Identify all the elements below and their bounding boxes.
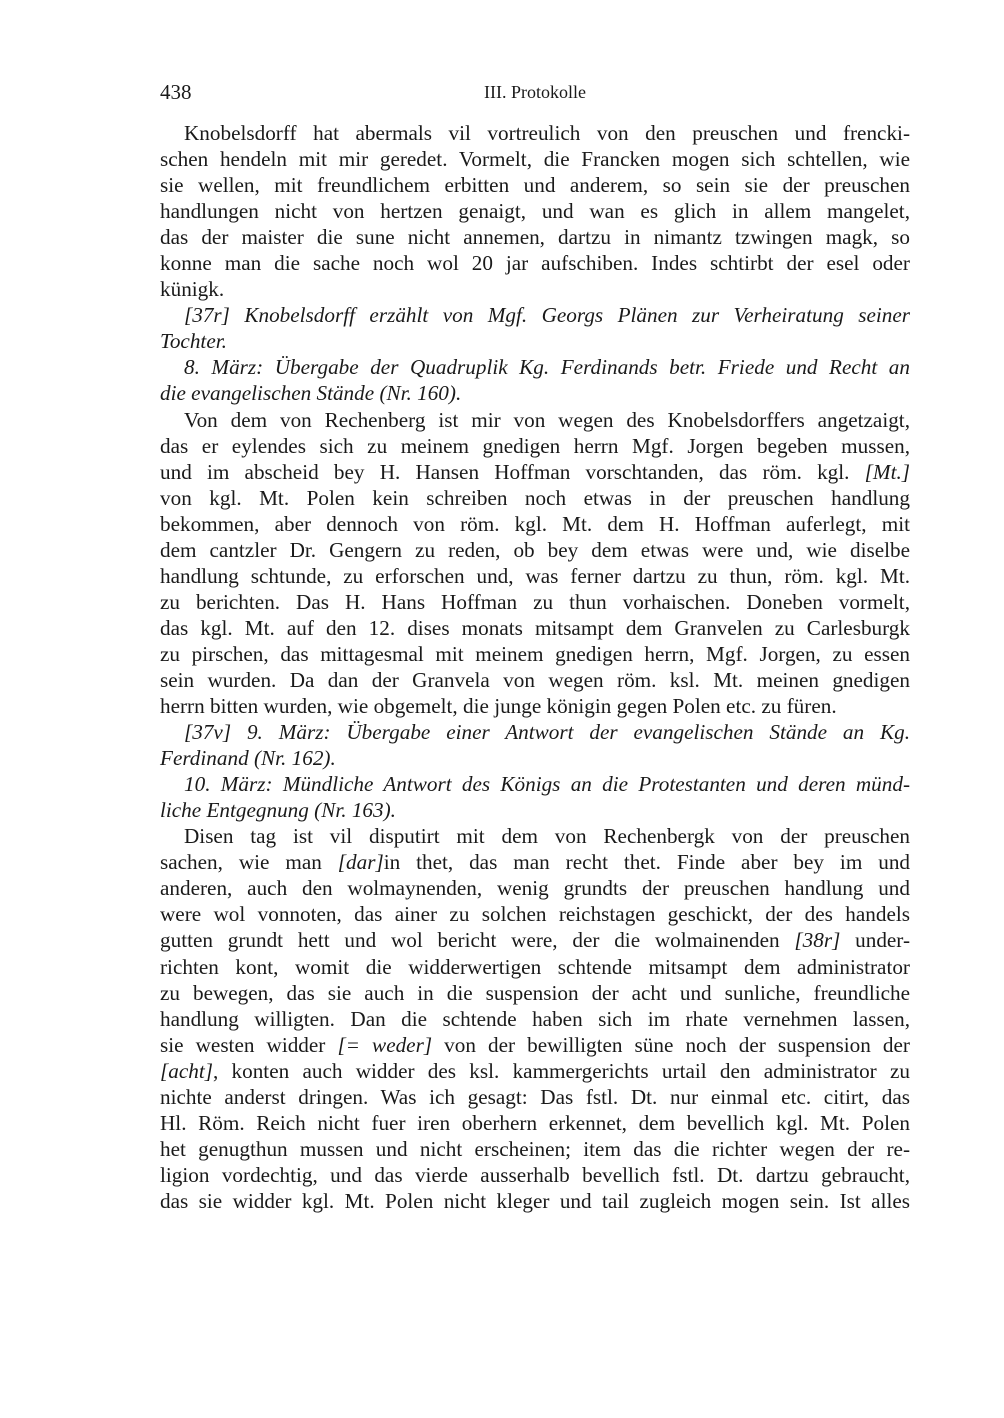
text-run: het genugthun mussen und nicht erscheinen; item das die richter wegen der re- bbox=[160, 1136, 910, 1161]
text-line bbox=[160, 927, 910, 953]
text-run: Disen tag ist vil disputirt mit dem von Rechenbergk von der preuschen bbox=[184, 824, 910, 849]
editorial-note bbox=[160, 302, 910, 354]
text-line bbox=[160, 1136, 910, 1162]
text-line bbox=[160, 719, 910, 745]
text-line bbox=[160, 224, 910, 250]
text-line bbox=[160, 615, 910, 641]
text-line bbox=[160, 146, 910, 172]
text-line bbox=[160, 980, 910, 1006]
text-run: künigk. bbox=[160, 277, 225, 302]
text-line bbox=[160, 745, 910, 771]
text-run: under- bbox=[840, 928, 910, 953]
text-run: das kgl. Mt. auf den 12. dises monats mitsampt dem Granvelen zu Carlesburgk bbox=[160, 615, 910, 640]
text-line bbox=[160, 459, 910, 485]
text-line bbox=[160, 433, 910, 459]
text-run: handlung schtunde, zu erforschen und, was ferner dartzu zu thun, röm. kgl. Mt. bbox=[160, 563, 910, 588]
text-run: zu pirschen, das mittagesmal mit meinem gnedigen herrn, Mgf. Jorgen, zu essen bbox=[160, 641, 910, 666]
text-line bbox=[160, 589, 910, 615]
text-line bbox=[160, 849, 910, 875]
text-run: herrn bitten wurden, wie obgemelt, die junge königin gegen Polen etc. zu füren. bbox=[160, 694, 837, 719]
text-run: schen hendeln mit mir geredet. Vormelt, die Francken mogen sich schtellen, wie bbox=[160, 147, 910, 172]
paragraph bbox=[160, 407, 910, 720]
running-head bbox=[160, 80, 910, 108]
text-run: Knobelsdorff hat abermals vil vortreulich von den preuschen und frencki- bbox=[184, 121, 910, 145]
text-line bbox=[160, 250, 910, 276]
text-run: zu bewegen, das sie auch in die suspension der acht und sunliche, freundliche bbox=[160, 980, 910, 1005]
text-run: richten kont, womit die widderwertigen schtende mitsampt dem administrator bbox=[160, 954, 910, 979]
text-line bbox=[160, 563, 910, 589]
italic-text: die evangelischen Stände (Nr. 160). bbox=[160, 381, 462, 406]
italic-text: [37v] 9. März: Übergabe einer Antwort der evangelischen Stände an Kg. bbox=[184, 720, 910, 745]
text-run: in thet, das man recht thet. Finde aber bey im und bbox=[383, 850, 911, 875]
text-line bbox=[160, 1162, 910, 1188]
text-line bbox=[160, 875, 910, 901]
paragraph bbox=[160, 120, 910, 302]
text-run: Von dem von Rechenberg ist mir von wegen des Knobelsdorffers angetzaigt, bbox=[184, 407, 910, 432]
italic-text: Ferdinand (Nr. 162). bbox=[160, 746, 336, 771]
text-line bbox=[160, 901, 910, 927]
text-line bbox=[160, 302, 910, 328]
text-line bbox=[160, 1032, 910, 1058]
text-run: von der bewilligten süne noch der suspension der bbox=[432, 1032, 910, 1057]
text-line bbox=[160, 693, 910, 719]
text-line bbox=[160, 667, 910, 693]
text-line bbox=[160, 1058, 910, 1084]
text-line bbox=[160, 485, 910, 511]
italic-text: Tochter. bbox=[160, 329, 227, 354]
italic-text: [acht] bbox=[160, 1058, 213, 1083]
editorial-note bbox=[160, 771, 910, 823]
running-title: III. Protokolle bbox=[484, 82, 586, 102]
text-run: nichte anderst dringen. Was ich gesagt: Das fstl. Dt. nur einmal etc. citirt, das bbox=[160, 1084, 910, 1109]
text-run: ligion vordechtig, und das vierde ausserhalb bevellich fstl. Dt. dartzu gebraucht, bbox=[160, 1162, 910, 1187]
italic-text: 8. März: Übergabe der Quadruplik Kg. Ferdinands betr. Friede und Recht an bbox=[184, 355, 910, 380]
text-line bbox=[160, 641, 910, 667]
body-text bbox=[160, 120, 910, 1214]
text-line bbox=[160, 354, 910, 380]
paragraph bbox=[160, 823, 910, 1214]
text-line bbox=[160, 380, 910, 406]
text-run: Hl. Röm. Reich nicht fuer iren oberhern erkennet, dem bevellich kgl. Mt. Polen bbox=[160, 1110, 910, 1135]
text-run: sie wellen, mit freundlichem erbitten und anderem, so sein sie der preuschen bbox=[160, 173, 910, 198]
editorial-note bbox=[160, 719, 910, 771]
text-line bbox=[160, 1110, 910, 1136]
text-line bbox=[160, 276, 910, 302]
italic-text: [Mt.] bbox=[864, 459, 910, 484]
text-line bbox=[160, 328, 910, 354]
text-run: von kgl. Mt. Polen kein schreiben noch etwas in der preuschen handlung bbox=[160, 485, 910, 510]
text-line bbox=[160, 198, 910, 224]
text-run: dem cantzler Dr. Gengern zu reden, ob bey dem etwas were und, wie diselbe bbox=[160, 537, 910, 562]
text-line bbox=[160, 1006, 910, 1032]
text-run: sie westen widder bbox=[160, 1032, 338, 1057]
text-run: das der maister die sune nicht annemen, dartzu in nimantz tzwingen magk, so bbox=[160, 225, 910, 250]
italic-text: liche Entgegnung (Nr. 163). bbox=[160, 798, 396, 823]
italic-text: [dar] bbox=[337, 850, 384, 875]
text-run: sachen, wie man bbox=[160, 850, 338, 875]
text-line bbox=[160, 1084, 910, 1110]
italic-text: [37r] Knobelsdorff erzählt von Mgf. Georgs Plänen zur Verheiratung seiner bbox=[184, 303, 910, 328]
text-line bbox=[160, 537, 910, 563]
text-run: handlung willigten. Dan die schtende haben sich im rhate vernehmen lassen, bbox=[160, 1006, 910, 1031]
text-line bbox=[160, 407, 910, 433]
text-line bbox=[160, 172, 910, 198]
text-run: were wol vonnoten, das ainer zu solchen reichstagen geschickt, der des handels bbox=[160, 902, 910, 927]
page-number: 438 bbox=[160, 80, 192, 104]
text-run: bekommen, aber dennoch von röm. kgl. Mt. dem H. Hoffman auferlegt, mit bbox=[160, 511, 910, 536]
text-run: anderen, auch den wolmaynenden, wenig grundts der preuschen handlung und bbox=[160, 876, 910, 901]
text-line bbox=[160, 511, 910, 537]
text-run: handlungen nicht von hertzen genaigt, und wan es glich in allem mangelet, bbox=[160, 199, 910, 224]
text-line bbox=[160, 771, 910, 797]
text-run: das er eylendes sich zu meinem gnedigen herrn Mgf. Jorgen begeben mussen, bbox=[160, 433, 910, 458]
text-run: , konten auch widder des ksl. kammergerichts urtail den administrator zu bbox=[212, 1058, 910, 1083]
text-run: gutten grundt hett und wol bericht were, der die wolmainenden bbox=[160, 928, 795, 953]
text-run: und im abscheid bey H. Hansen Hoffman vorschtanden, das röm. kgl. bbox=[160, 459, 865, 484]
italic-text: [38r] bbox=[794, 928, 841, 953]
text-line bbox=[160, 797, 910, 823]
text-line bbox=[160, 1188, 910, 1214]
text-run: sein wurden. Da dan der Granvela von wegen röm. ksl. Mt. meinen gnedigen bbox=[160, 667, 910, 692]
text-run: konne man die sache noch wol 20 jar aufschiben. Indes schtirbt der esel oder bbox=[160, 251, 910, 276]
text-run: das sie widder kgl. Mt. Polen nicht kleger und tail zugleich mogen sein. Ist alles bbox=[160, 1188, 910, 1213]
text-line bbox=[160, 120, 910, 146]
editorial-note bbox=[160, 354, 910, 406]
italic-text: 10. März: Mündliche Antwort des Königs an die Protestanten und deren münd- bbox=[184, 772, 910, 797]
italic-text: [= weder] bbox=[337, 1032, 433, 1057]
text-run: zu berichten. Das H. Hans Hoffman zu thun vorhaischen. Doneben vormelt, bbox=[160, 589, 910, 614]
text-line bbox=[160, 954, 910, 980]
text-line bbox=[160, 823, 910, 849]
